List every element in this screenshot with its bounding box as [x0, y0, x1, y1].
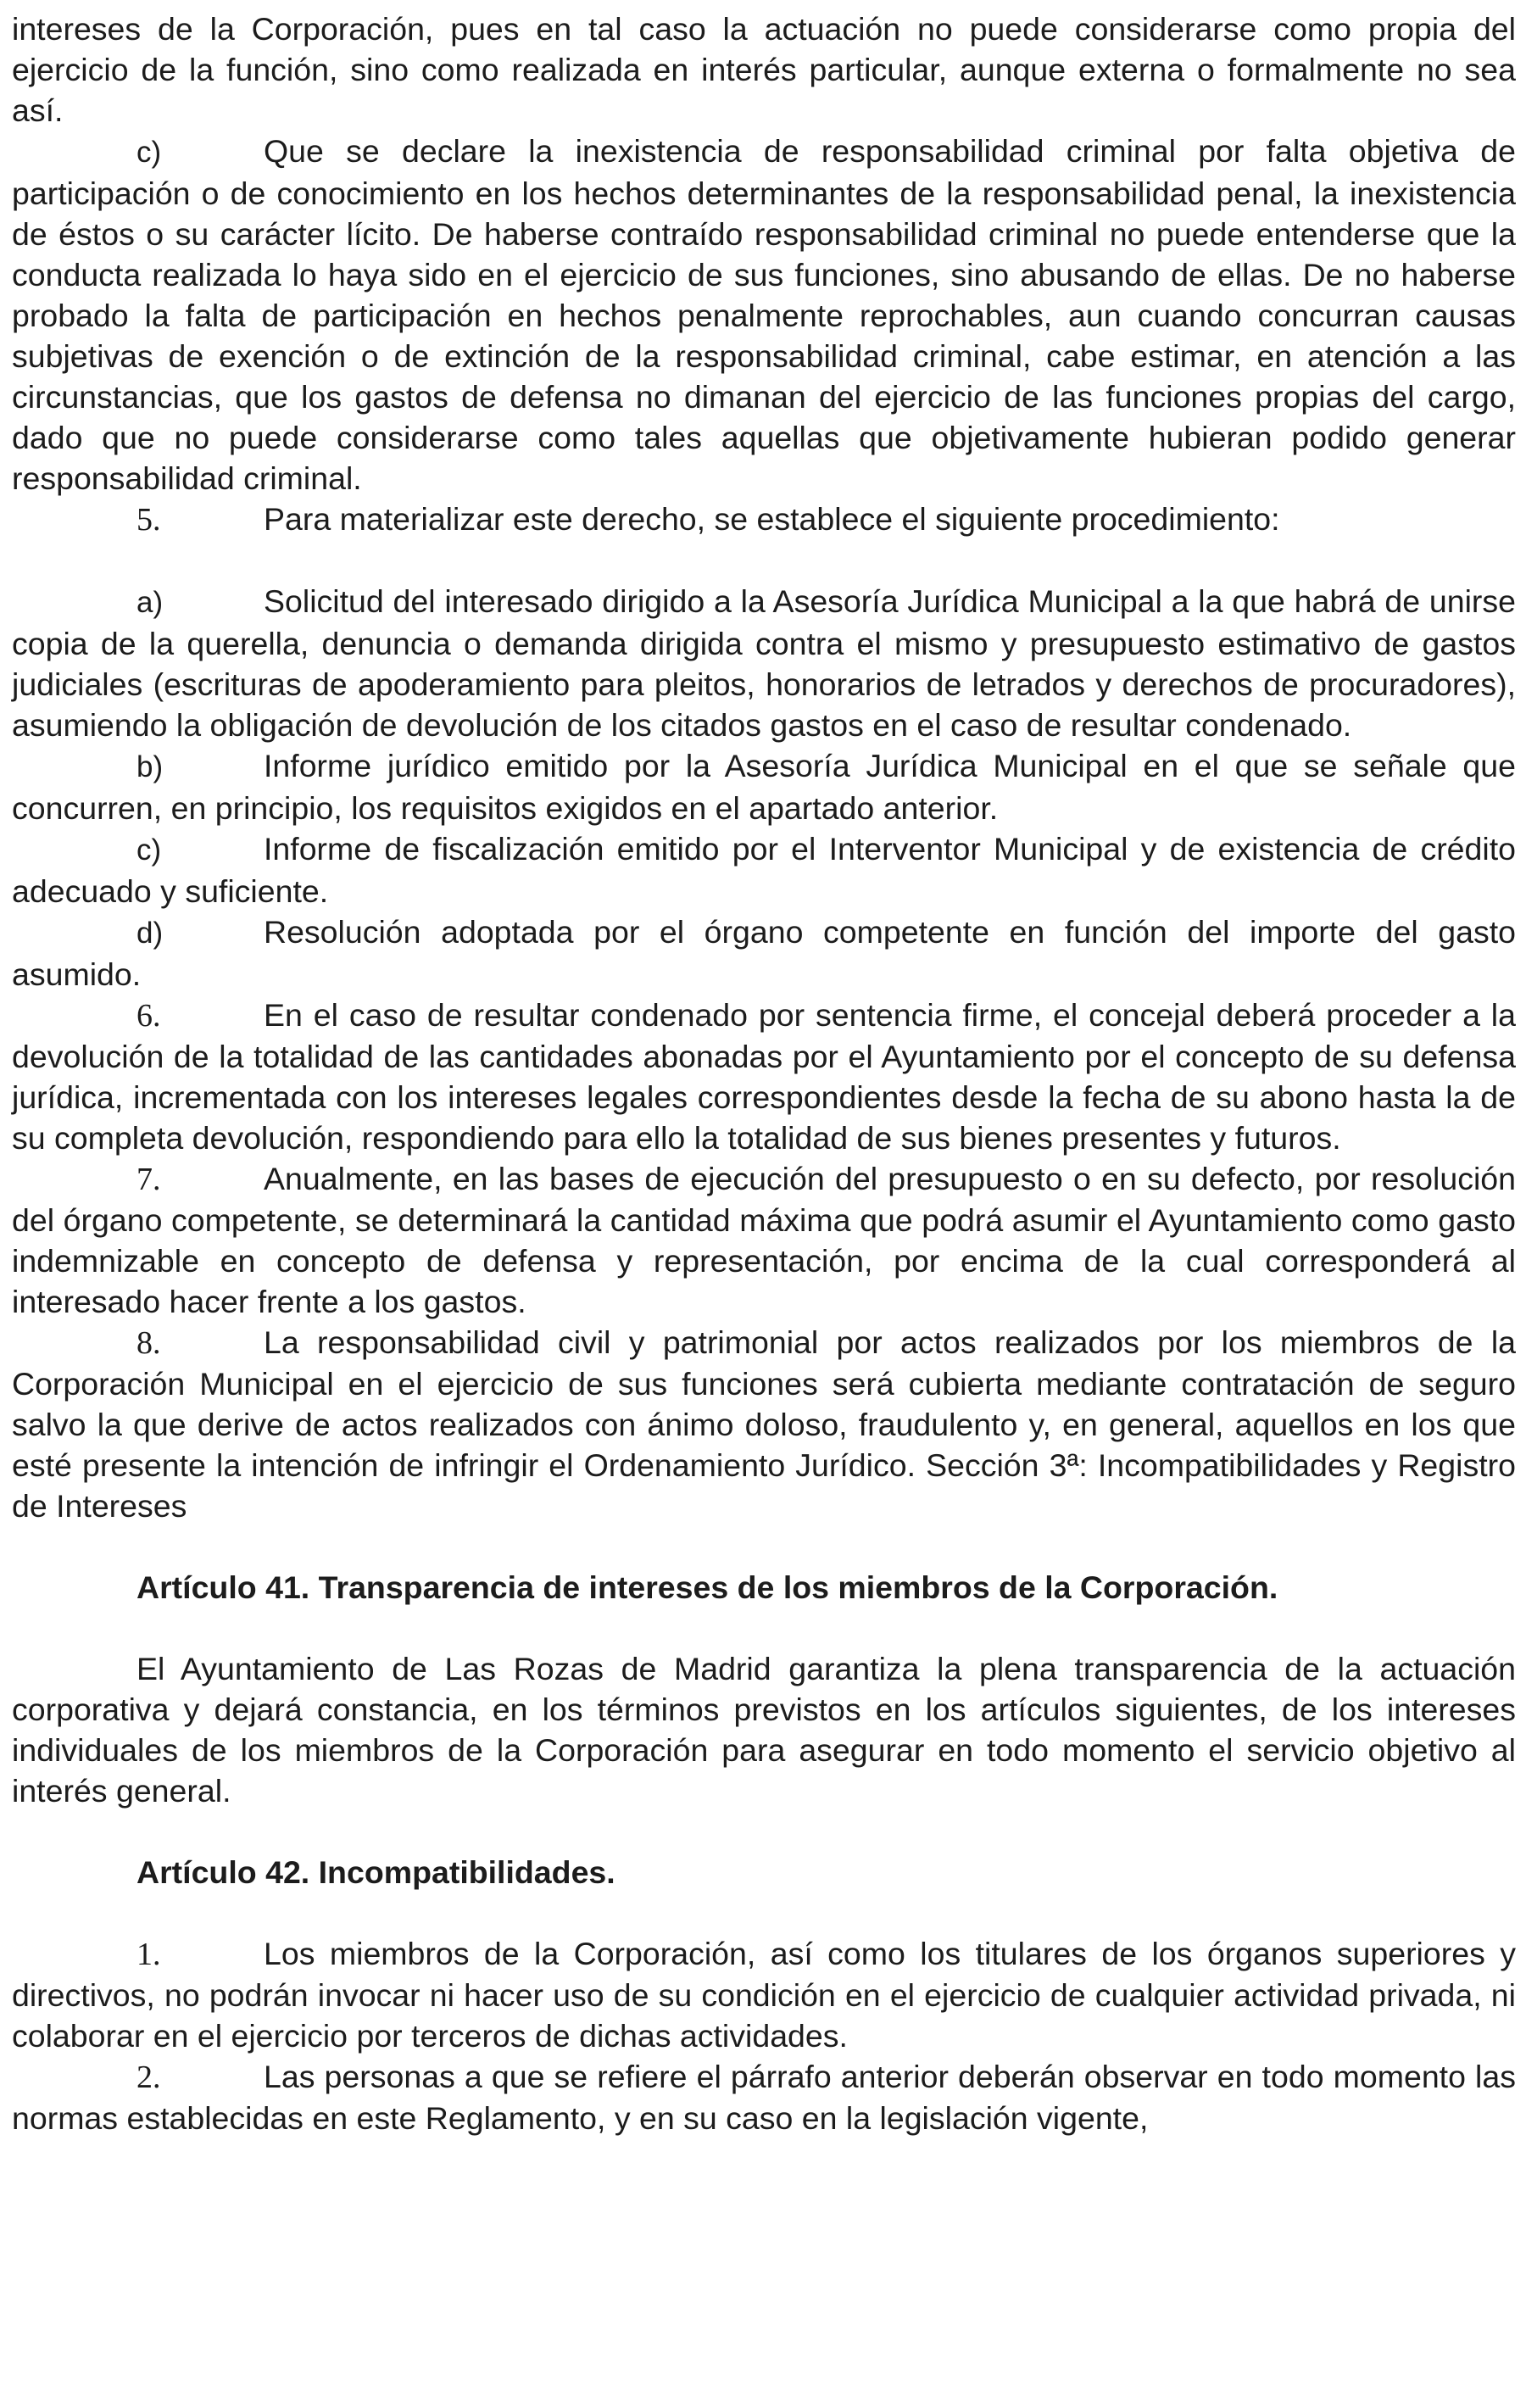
item-text: Informe jurídico emitido por la Asesoría Jurídica Municipal en el que se señale que concurren, en principio, los requisitos exigidos en el apartado anterior. [12, 748, 1516, 826]
document-page [12, 8, 1516, 2138]
article-41-body: El Ayuntamiento de Las Rozas de Madrid garantiza la plena transparencia de la actuación corporativa y dejará constancia, en los términos previstos en los artículos siguientes, de los intereses individuales de los miembros de la Corporación para asegurar en todo momento el servicio objetivo al interés general. [12, 1651, 1516, 1809]
paragraph-item-8 [12, 1322, 1516, 1526]
article-42-item-2 [12, 2056, 1516, 2138]
item-text: Las personas a que se refiere el párrafo anterior deberán observar en todo momento las normas establecidas en este Reglamento, y en su caso en la legislación vigente, [12, 2059, 1516, 2136]
item-label: 1. [136, 1937, 161, 1972]
item-text: Para materializar este derecho, se establece el siguiente procedimiento: [264, 501, 1280, 537]
paragraph-item-c2 [12, 828, 1516, 911]
item-text: Los miembros de la Corporación, así como los titulares de los órganos superiores y directivos, no podrán invocar ni hacer uso de su condición en el ejercicio de cualquier actividad privada, ni colaborar en el ejercicio por terceros de dichas actividades. [12, 1936, 1516, 2054]
item-label: c) [136, 833, 162, 867]
article-42-title: Artículo 42. Incompatibilidades. [136, 1854, 615, 1890]
item-text: Informe de fiscalización emitido por el Interventor Municipal y de existencia de crédito adecuado y suficiente. [12, 831, 1516, 909]
article-41-title: Artículo 41. Transparencia de intereses de los miembros de la Corporación. [136, 1569, 1278, 1605]
item-text: Que se declare la inexistencia de responsabilidad criminal por falta objetiva de participación o de conocimiento en los hechos determinantes de la responsabilidad penal, la inexistencia de éstos o su carácter lícito. De haberse contraído responsabilidad criminal no puede entenderse que la conducta realizada lo haya sido en el ejercicio de sus funciones, sino abusando de ellas. De no haberse probado la falta de participación en hechos penalmente reprochables, aun cuando concurran causas subjetivas de exención o de extinción de la responsabilidad criminal, cabe estimar, en atención a las circunstancias, que los gastos de defensa no dimanan del ejercicio de las funciones propias del cargo, dado que no puede considerarse como tales aquellas que objetivamente hubieran podido generar responsabilidad criminal. [12, 133, 1516, 496]
item-label: 5. [136, 502, 161, 538]
paragraph-item-b [12, 745, 1516, 828]
item-label: 7. [136, 1162, 161, 1197]
article-42-item-1 [12, 1933, 1516, 2056]
item-label: c) [136, 136, 162, 169]
paragraph-item-c [12, 131, 1516, 499]
paragraph-continuation: intereses de la Corporación, pues en tal caso la actuación no puede considerarse como propia del ejercicio de la función, sino como realizada en interés particular, aunque externa o formalmente no sea así. [12, 11, 1516, 128]
item-text: La responsabilidad civil y patrimonial por actos realizados por los miembros de la Corporación Municipal en el ejercicio de sus funciones será cubierta mediante contratación de seguro salvo la que derive de actos realizados con ánimo doloso, fraudulento y, en general, aquellos en los que esté presente la intención de infringir el Ordenamiento Jurídico. Sección 3ª: Incompatibilidades y Registro de Intereses [12, 1324, 1516, 1524]
item-text: Resolución adoptada por el órgano competente en función del importe del gasto asumido. [12, 914, 1516, 992]
item-label: d) [136, 917, 164, 950]
paragraph-item-7 [12, 1158, 1516, 1322]
item-text: En el caso de resultar condenado por sentencia firme, el concejal deberá proceder a la devolución de la totalidad de las cantidades abonadas por el Ayuntamiento por el concepto de su defensa jurídica, incrementada con los intereses legales correspondientes desde la fecha de su abono hasta la de su completa devolución, respondiendo para ello la totalidad de sus bienes presentes y futuros. [12, 997, 1516, 1156]
item-label: a) [136, 586, 164, 619]
paragraph-item-6 [12, 995, 1516, 1158]
item-label: 8. [136, 1325, 161, 1361]
item-label: 2. [136, 2060, 161, 2095]
item-text: Solicitud del interesado dirigido a la Asesoría Jurídica Municipal a la que habrá de unirse copia de la querella, denuncia o demanda dirigida contra el mismo y presupuesto estimativo de gastos judiciales (escrituras de apoderamiento para pleitos, honorarios de letrados y derechos de procuradores), asumiendo la obligación de devolución de los citados gastos en el caso de resultar condenado. [12, 583, 1516, 743]
item-label: b) [136, 750, 164, 783]
paragraph-item-5 [12, 499, 1516, 540]
item-label: 6. [136, 998, 161, 1034]
paragraph-item-d [12, 911, 1516, 995]
paragraph-item-a [12, 581, 1516, 745]
item-text: Anualmente, en las bases de ejecución del presupuesto o en su defecto, por resolución del órgano competente, se determinará la cantidad máxima que podrá asumir el Ayuntamiento como gasto indemnizable en concepto de defensa y representación, por encima de la cual corresponderá al interesado hacer frente a los gastos. [12, 1161, 1516, 1319]
